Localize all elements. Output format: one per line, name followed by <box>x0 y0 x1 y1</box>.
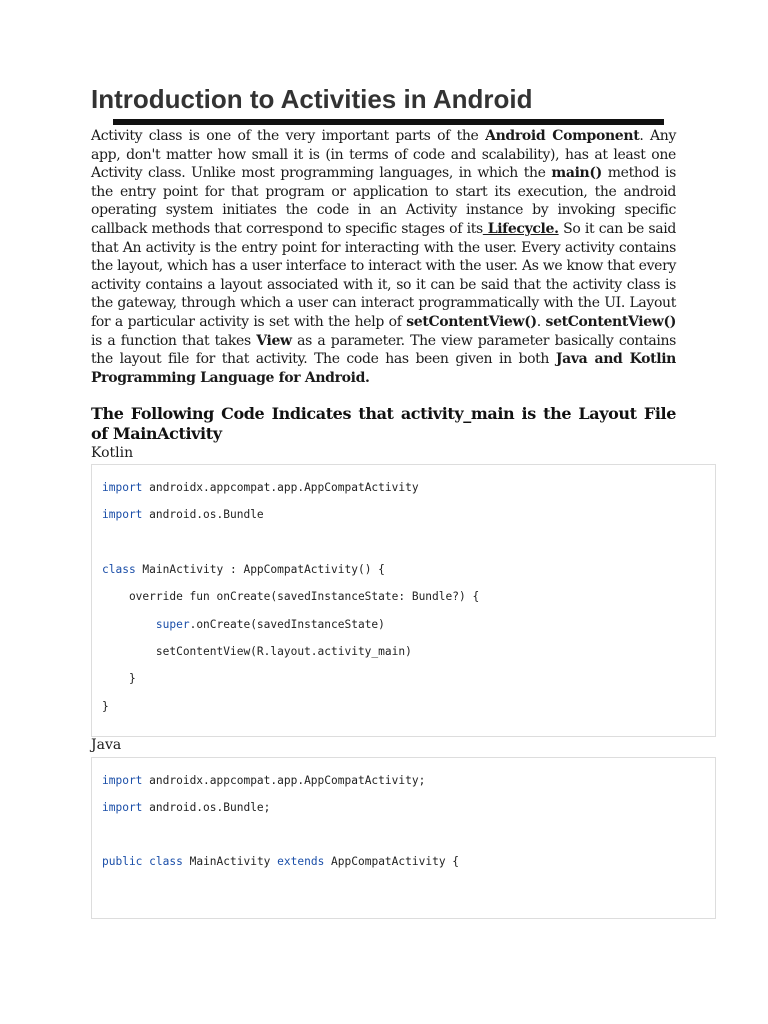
lifecycle-link[interactable]: Lifecycle. <box>482 220 559 237</box>
code-text: MainActivity : AppCompatActivity() { <box>135 563 385 576</box>
intro-text-4: So it can be said that An activity is the entry point for interacting with the user. Every activity contains the layout, which has a user interface to interact with the user. As we know that every activity contains a layout associated with it, so it can be said that the activity class is the gateway, through which a user can interact programmatically with the UI. Layout for a particular activity is set with the help of <box>91 220 676 330</box>
keyword: import <box>102 508 143 521</box>
keyword: super <box>155 618 190 631</box>
code-text: .onCreate(savedInstanceState) <box>189 618 385 631</box>
code-text: AppCompatActivity { <box>324 855 460 868</box>
code-line <box>102 481 419 495</box>
code-line: override fun onCreate(savedInstanceState: Bundle?) { <box>102 590 480 603</box>
code-line <box>102 774 425 788</box>
kotlin-label: Kotlin <box>91 445 134 461</box>
keyword: import <box>102 801 143 814</box>
languages-term: Java and Kotlin Programming Language for Android. <box>91 351 676 386</box>
keyword: import <box>102 774 143 787</box>
intro-text-1: Activity class is one of the very important parts of the <box>91 128 486 144</box>
android-component-term: Android Component <box>485 128 640 144</box>
main-method-term: main() <box>551 165 602 182</box>
code-text: androidx.appcompat.app.AppCompatActivity <box>142 481 419 494</box>
code-section-heading: The Following Code Indicates that activity_main is the Layout File of MainActivity <box>91 404 676 443</box>
code-text: MainActivity <box>182 855 278 868</box>
code-indent <box>102 618 156 631</box>
code-line <box>102 855 459 869</box>
keyword: extends <box>277 855 325 868</box>
code-line <box>102 801 270 815</box>
code-text: android.os.Bundle; <box>142 801 271 814</box>
page-title: Introduction to Activities in Android <box>91 84 533 114</box>
code-line: } <box>102 672 136 685</box>
title-underline-rule <box>113 119 664 125</box>
code-line: setContentView(R.layout.activity_main) <box>102 645 412 658</box>
code-text: androidx.appcompat.app.AppCompatActivity; <box>142 774 426 787</box>
setcontentview-term-2: setContentView() <box>545 313 677 330</box>
intro-text-3: method is the entry point for that program or application to start its execution, the android operating system initiates the code in an Activity instance by invoking specific callback methods that correspond to specific stages of its <box>91 165 676 237</box>
kotlin-code-block[interactable] <box>91 464 716 737</box>
keyword: public <box>102 855 143 868</box>
java-label: Java <box>91 737 122 753</box>
keyword: class <box>149 855 183 868</box>
intro-text-5: . <box>536 313 546 330</box>
code-line: } <box>102 700 109 713</box>
intro-text-7: as a parameter. The view parameter basically contains the layout file for that activity. The code has been given in both <box>91 332 676 368</box>
keyword: import <box>102 481 143 494</box>
keyword: class <box>102 563 136 576</box>
java-code-block[interactable] <box>91 757 716 919</box>
code-line <box>102 508 264 522</box>
setcontentview-term-1: setContentView() <box>406 313 537 330</box>
code-text: android.os.Bundle <box>142 508 264 521</box>
code-line <box>102 563 385 577</box>
intro-text-2: . Any app, don't matter how small it is (in terms of code and scalability), has at least one Activity class. Unlike most programming languages, in which the <box>91 128 677 182</box>
intro-paragraph <box>91 127 676 387</box>
intro-text-6: is a function that takes <box>91 332 257 349</box>
view-term: View <box>256 332 292 349</box>
code-line <box>102 618 385 632</box>
